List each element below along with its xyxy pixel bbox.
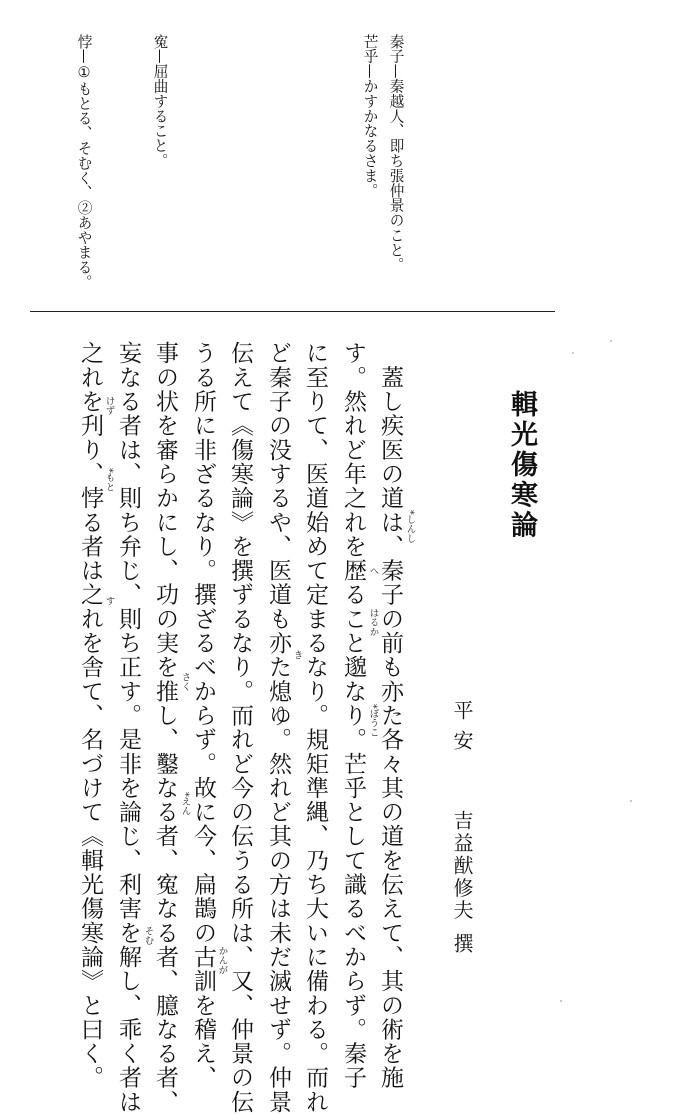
paper-speck [560,1000,562,1002]
note-line-1: 秦子—秦越人、即ち張仲景のこと。 [387,34,405,273]
body-line-5: 伝えて《傷寒論》を撰ずるなり。而れど今の伝うる所は、又、仲景の伝 [227,341,253,1114]
paper-speck [630,800,632,802]
section-divider [30,311,555,312]
author-name: 吉益猷修夫 [450,810,474,922]
body-line-7: 事の状を審らかにし、功の実を推し、鑿なる者、寃なる者、臆なる者、 [152,341,178,1114]
furigana-boko: *ぼうこ [367,704,379,738]
furigana-ki: き [291,650,303,660]
furigana-hazu: けず [103,396,115,415]
body-line-2: す。然れど年之れを歴ること邈なり。芒乎として識るべからず。秦子 [340,341,366,1090]
furigana-he: へ [367,566,379,576]
furigana-somu: そむ [142,926,154,945]
author-era: 平安 [450,700,474,760]
body-line-8: 妄なる者は、則ち弁じ、則ち正す。是非を論じ、利害を解し、乖く者は [115,341,141,1114]
body-line-1: 蓋し疾医の道は、秦子の前も亦た各々其の道を伝えて、其の術を施 [377,341,403,1090]
author-role: 撰 [450,933,474,953]
furigana-en: *えん [179,792,191,816]
furigana-saku: さく [179,672,191,691]
note-line-2: 芒乎—かすかなるさま。 [361,34,379,198]
note-line-6: 悖—①もとる、そむく、②あやまる。 [75,34,93,290]
body-line-3: に至りて、医道始めて定まるなり。規矩準縄、乃ち大いに備わる。而れ [302,341,328,1114]
paper-speck [610,340,612,342]
furigana-shinshi: *しんし [404,510,416,544]
body-line-6: うる所に非ざるなり。撰ざるべからず。故に今、扁鵲の古訓を稽え、 [190,341,216,1090]
body-line-9: 之れを刋り、悖る者は之れを舎て、名づけて《輯光傷寒論》と曰く。 [77,341,103,1090]
furigana-moto: *もと [103,468,115,492]
furigana-kanga: かんが [216,946,228,975]
furigana-haruka: はるか [367,608,379,637]
document-title: 輯光傷寒論 [506,390,537,542]
body-line-4: ど秦子の没するや、医道も亦た熄ゆ。然れど其の方は未だ滅せず。仲景 [265,341,291,1114]
note-line-4: 寃—屈曲すること。 [151,34,169,169]
paper-speck [572,352,574,354]
furigana-su: す [103,596,115,606]
